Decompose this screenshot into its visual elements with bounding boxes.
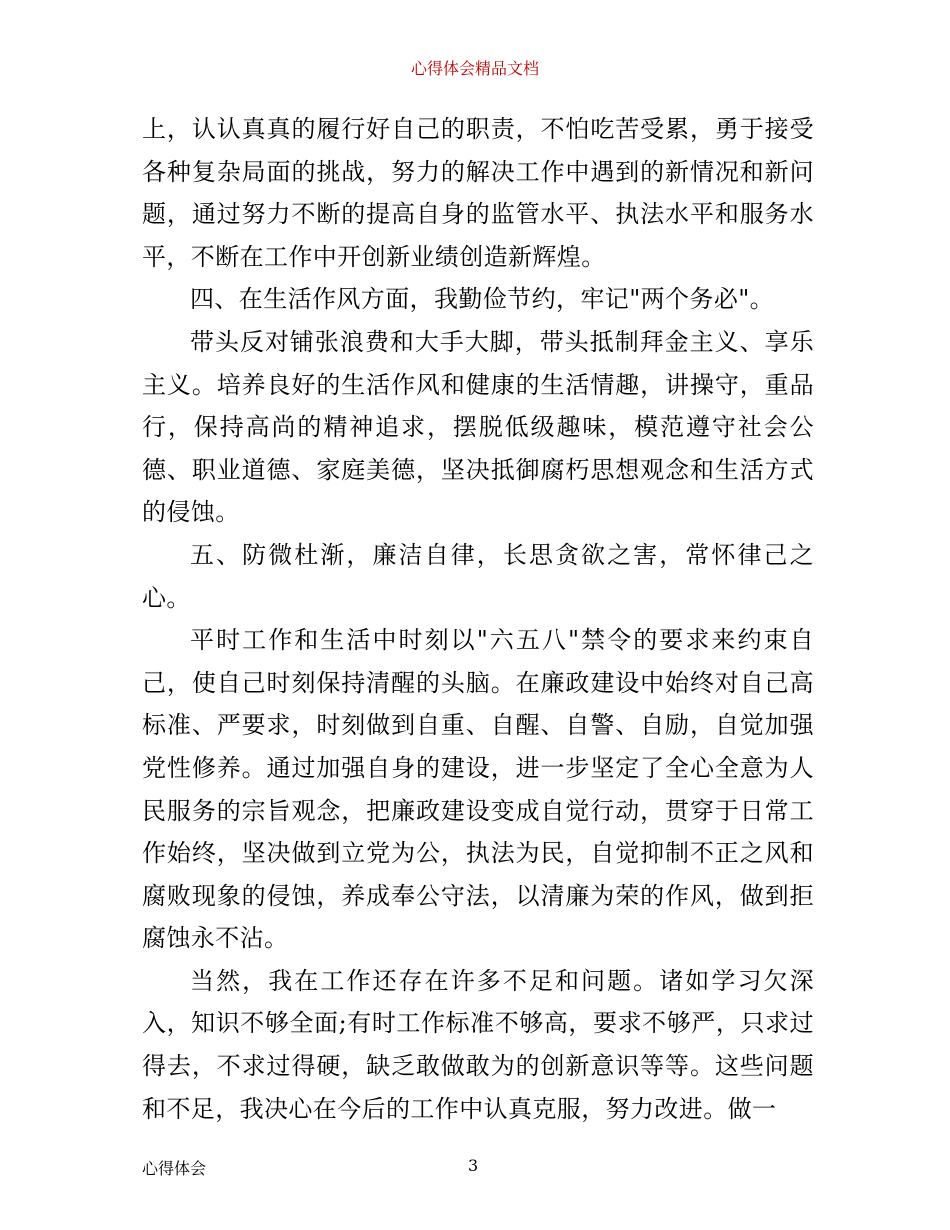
body-paragraph-2: 四、在生活作风方面，我勤俭节约，牢记"两个务必"。 <box>190 285 775 314</box>
body-paragraph-3: 带头反对铺张浪费和大手大脚，带头抵制拜金主义、享乐主义。培养良好的生活作风和健康的生活情趣，讲操守，重品行，保持高尚的精神追求，摆脱低级趣味，模范遵守社会公德、职业道德、家庭美德，坚决抵御腐朽思想观念和生活方式的侵蚀。 <box>142 327 814 527</box>
body-paragraph-6: 当然，我在工作还存在许多不足和问题。诸如学习欠深入，知识不够全面;有时工作标准不够高，要求不够严，只求过得去，不求过得硬，缺乏敢做敢为的创新意识等等。这些问题和不足，我决心在今后的工作中认真克服，努力改进。做一 <box>142 966 814 1123</box>
page-number: 3 <box>468 1156 479 1175</box>
page-footer <box>0 1156 950 1180</box>
page-header-title: 心得体会精品文档 <box>410 59 539 78</box>
footer-label: 心得体会 <box>142 1159 207 1178</box>
body-paragraph-1: 上，认认真真的履行好自己的职责，不怕吃苦受累，勇于接受各种复杂局面的挑战，努力的解决工作中遇到的新情况和新问题，通过努力不断的提高自身的监管水平、执法水平和服务水平，不断在工作中开创新业绩创造新辉煌。 <box>142 115 814 271</box>
document-body <box>142 108 814 1130</box>
body-paragraph-5: 平时工作和生活中时刻以"六五八"禁令的要求来约束自己，使自己时刻保持清醒的头脑。在廉政建设中始终对自己高标准、严要求，时刻做到自重、自醒、自警、自励，自觉加强党性修养。通过加强自身的建设，进一步坚定了全心全意为人民服务的宗旨观念，把廉政建设变成自觉行动，贯穿于日常工作始终，坚决做到立党为公，执法为民，自觉抑制不正之风和腐败现象的侵蚀，养成奉公守法，以清廉为荣的作风，做到拒腐蚀永不沾。 <box>142 626 814 953</box>
body-paragraph-4: 五、防微杜渐，廉洁自律，长思贪欲之害，常怀律己之心。 <box>142 540 814 612</box>
